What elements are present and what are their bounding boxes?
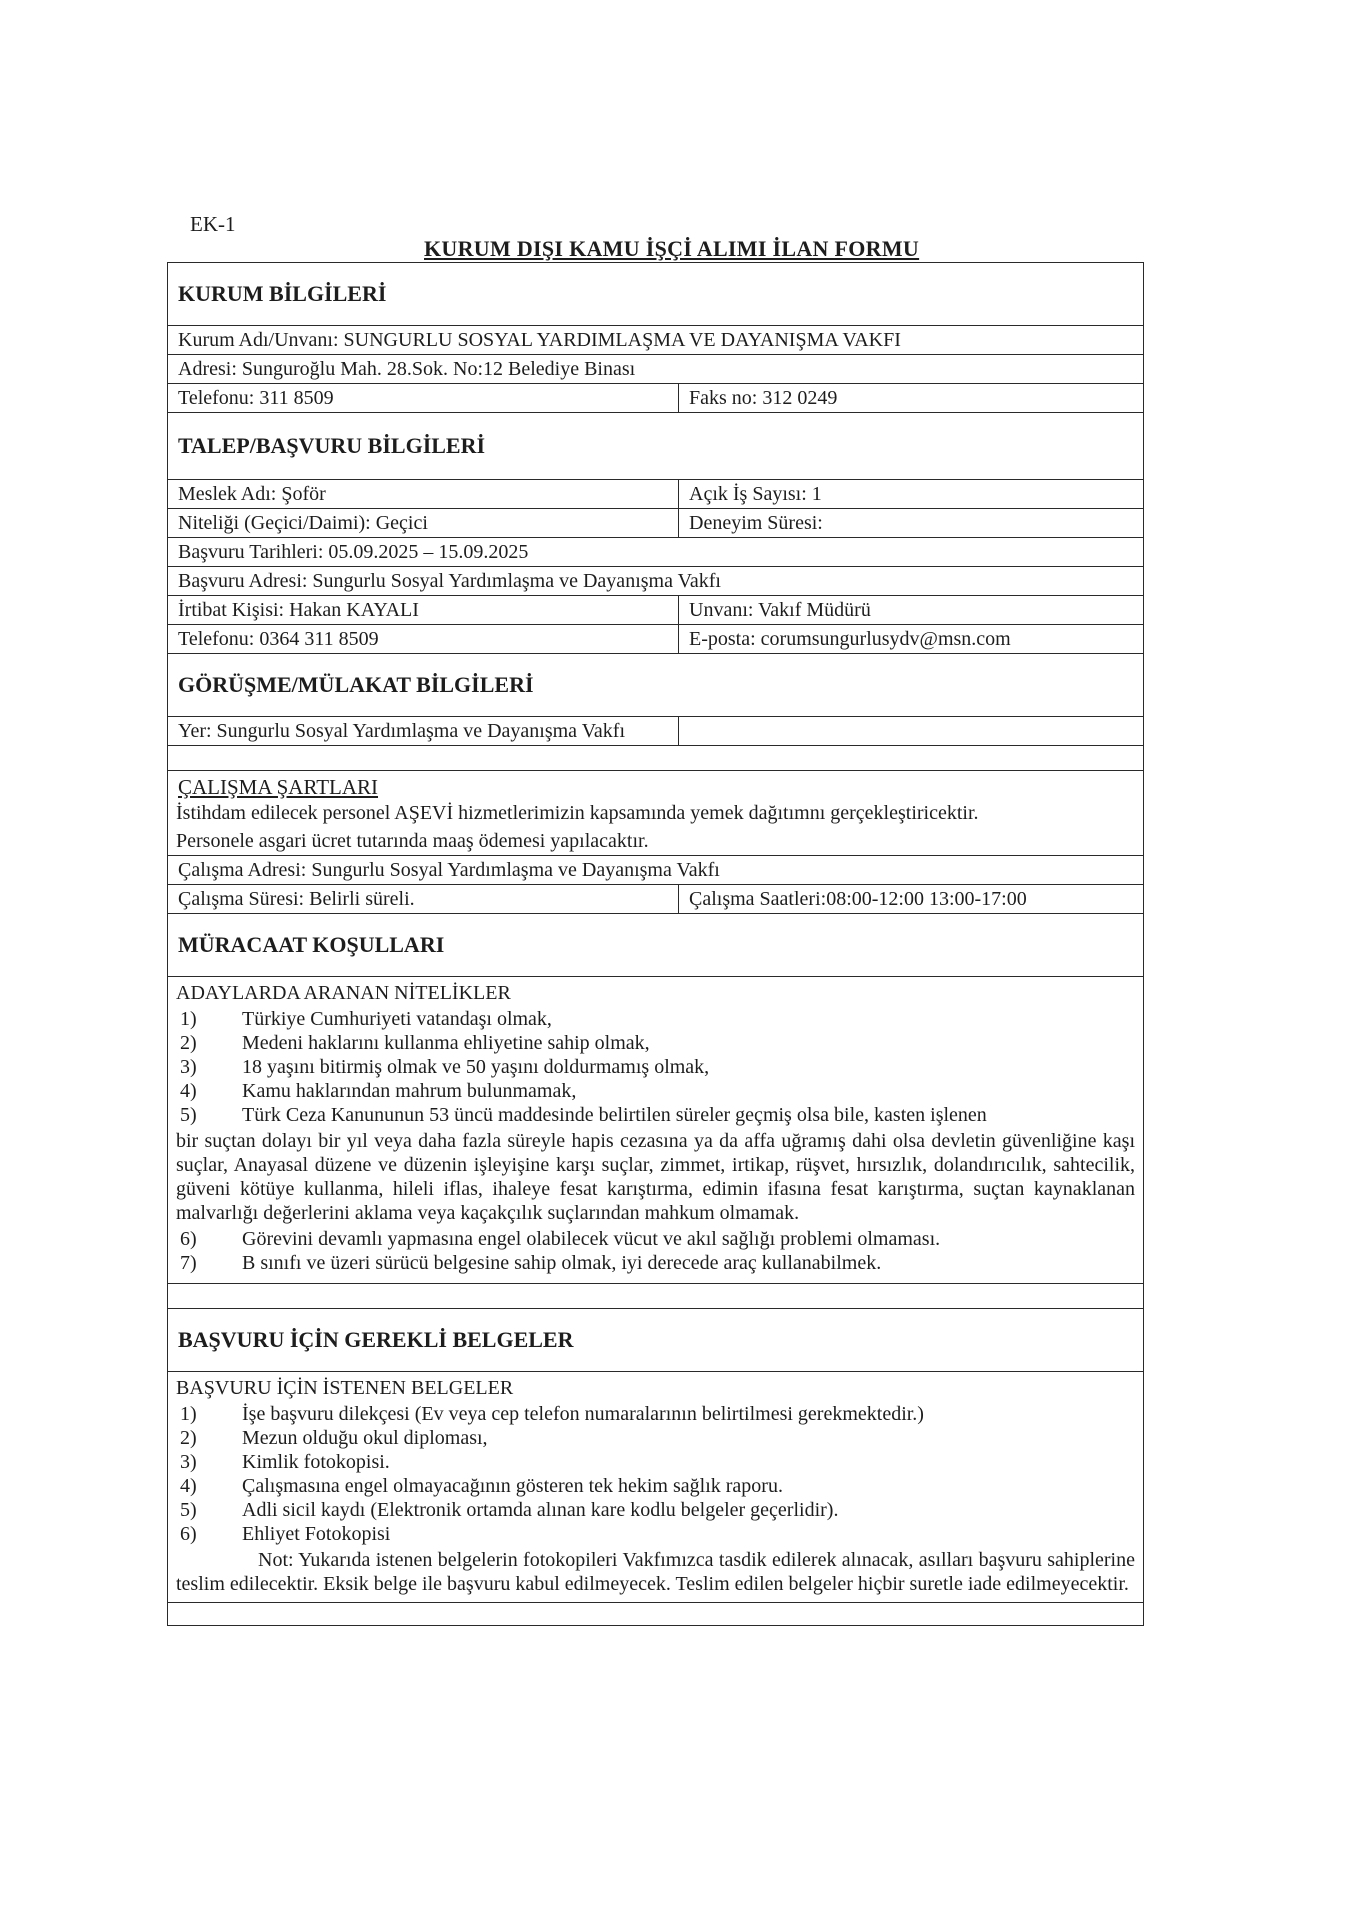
belgeler-item [168,1426,1143,1450]
belgeler-item-number: 6) [180,1523,197,1545]
muracaat-body [168,976,1143,1284]
belgeler-heading: BAŞVURU İÇİN GEREKLİ BELGELER [178,1327,574,1352]
calisma-suresi: Çalışma Süresi: Belirli süreli. [168,885,679,913]
muracaat-item-text: 18 yaşını bitirmiş olmak ve 50 yaşını doldurmamış olmak, [242,1056,710,1078]
talep-row-2 [168,509,1143,538]
deneyim-suresi: Deneyim Süresi: [689,512,823,534]
belgeler-item-text: Ehliyet Fotokopisi [242,1523,391,1545]
basvuru-adresi: Başvuru Adresi: Sungurlu Sosyal Yardımlaşma ve Dayanışma Vakfı [178,570,721,592]
belgeler-item-number: 3) [180,1451,197,1473]
belgeler-item [168,1474,1143,1498]
kurum-heading: KURUM BİLGİLERİ [178,281,387,306]
talep-telefon: Telefonu: 0364 311 8509 [168,625,679,653]
muracaat-item-number: 4) [180,1080,197,1102]
kurum-fax: Faks no: 312 0249 [689,387,838,409]
announcement-form [167,262,1144,1626]
niteligi: Niteliği (Geçici/Daimi): Geçici [168,509,679,537]
calisma-sure-row [168,885,1143,914]
belgeler-item-text: İşe başvuru dilekçesi (Ev veya cep telefon numaralarının belirtilmesi gerekmektedir.) [242,1403,924,1425]
belgeler-item-number: 4) [180,1475,197,1497]
muracaat-spacer [168,1284,1143,1309]
muracaat-item [168,1103,1143,1127]
kurum-address-row [168,355,1143,384]
belgeler-item [168,1498,1143,1522]
belgeler-item-number: 1) [180,1403,197,1425]
meslek-adi: Meslek Adı: Şoför [168,480,679,508]
belgeler-body [168,1371,1143,1603]
talep-heading: TALEP/BAŞVURU BİLGİLERİ [178,433,486,458]
muracaat-item [168,1251,1143,1275]
muracaat-item-text: Türk Ceza Kanununun 53 üncü maddesinde belirtilen süreler geçmiş olsa bile, kasten işlenen [242,1104,987,1126]
muracaat-subheading: ADAYLARDA ARANAN NİTELİKLER [176,982,511,1004]
muracaat-item-number: 5) [180,1104,197,1126]
muracaat-item-number: 7) [180,1252,197,1274]
muracaat-item-text: B sınıfı ve üzeri sürücü belgesine sahip olmak, iyi derecede araç kullanabilmek. [242,1252,882,1274]
irtibat-kisisi: İrtibat Kişisi: Hakan KAYALI [168,596,679,624]
calisma-line-1: İstihdam edilecek personel AŞEVİ hizmetlerimizin kapsamında yemek dağıtımnı gerçekleştiricektir. [176,802,979,824]
talep-section [168,413,1143,479]
gorusme-yer-row [168,716,1143,746]
belgeler-item-text: Adli sicil kaydı (Elektronik ortamda alınan kare kodlu belgeler geçerlidir). [242,1499,839,1521]
belgeler-item-number: 2) [180,1427,197,1449]
unvan: Unvanı: Vakıf Müdürü [689,599,871,621]
belgeler-note: Not: Yukarıda istenen belgelerin fotokopileri Vakfımızca tasdik edilerek alınacak, asılları başvuru sahiplerine teslim edilecektir. Eksik belge ile başvuru kabul edilmeyecek. Teslim edilen belgeler hiçbir suretle iade edilmeyecektir. [176,1549,1135,1595]
annex-label: EK-1 [190,212,236,236]
belgeler-spacer [168,1603,1143,1626]
calisma-line-2: Personele asgari ücret tutarında maaş ödemesi yapılacaktır. [176,830,649,852]
calisma-section [168,771,1143,855]
calisma-saatleri: Çalışma Saatleri:08:00-12:00 13:00-17:00 [689,888,1027,910]
talep-row-4 [168,567,1143,596]
muracaat-item [168,1079,1143,1103]
muracaat-item-number: 1) [180,1008,197,1030]
muracaat-heading: MÜRACAAT KOŞULLARI [178,932,445,957]
gorusme-section [168,654,1143,716]
muracaat-item [168,1031,1143,1055]
kurum-phone: Telefonu: 311 8509 [168,384,679,412]
kurum-section [168,263,1143,325]
muracaat-item-text: Kamu haklarından mahrum bulunmamak, [242,1080,577,1102]
talep-row-6 [168,625,1143,654]
muracaat-item-text: Görevini devamlı yapmasına engel olabilecek vücut ve akıl sağlığı problemi olmaması. [242,1228,941,1250]
muracaat-item-number: 2) [180,1032,197,1054]
gorusme-spacer [168,746,1143,771]
muracaat-item-text: Medeni haklarını kullanma ehliyetine sahip olmak, [242,1032,650,1054]
basvuru-tarihleri: Başvuru Tarihleri: 05.09.2025 – 15.09.2025 [178,541,529,563]
acik-is-sayisi: Açık İş Sayısı: 1 [689,483,822,505]
belgeler-item-text: Mezun olduğu okul diploması, [242,1427,488,1449]
calisma-adresi: Çalışma Adresi: Sungurlu Sosyal Yardımlaşma ve Dayanışma Vakfı [178,859,720,881]
kurum-name-row [168,325,1143,355]
muracaat-item [168,1227,1143,1251]
belgeler-item-text: Kimlik fotokopisi. [242,1451,390,1473]
muracaat-item-number: 6) [180,1228,197,1250]
muracaat-item [168,1007,1143,1031]
kurum-contact-row [168,384,1143,413]
gorusme-heading: GÖRÜŞME/MÜLAKAT BİLGİLERİ [178,672,534,697]
talep-eposta: E-posta: corumsungurlusydv@msn.com [689,628,1011,650]
talep-row-5 [168,596,1143,625]
belgeler-section [168,1309,1143,1371]
belgeler-item [168,1522,1143,1546]
form-title: KURUM DIŞI KAMU İŞÇİ ALIMI İLAN FORMU [424,236,920,261]
talep-row-1 [168,479,1143,509]
muracaat-item-text: Türkiye Cumhuriyeti vatandaşı olmak, [242,1008,552,1030]
belgeler-subheading: BAŞVURU İÇİN İSTENEN BELGELER [176,1377,514,1399]
calisma-heading: ÇALIŞMA ŞARTLARI [178,775,379,799]
belgeler-item-text: Çalışmasına engel olmayacağının gösteren tek hekim sağlık raporu. [242,1475,783,1497]
belgeler-item [168,1450,1143,1474]
talep-row-3 [168,538,1143,567]
kurum-address: Adresi: Sunguroğlu Mah. 28.Sok. No:12 Belediye Binası [178,358,636,380]
belgeler-item-number: 5) [180,1499,197,1521]
gorusme-yer: Yer: Sungurlu Sosyal Yardımlaşma ve Dayanışma Vakfı [168,717,679,745]
muracaat-section [168,914,1143,976]
muracaat-item [168,1055,1143,1079]
calisma-adres-row [168,855,1143,885]
kurum-name: Kurum Adı/Unvanı: SUNGURLU SOSYAL YARDIMLAŞMA VE DAYANIŞMA VAKFI [178,329,901,351]
muracaat-item-5-cont: bir suçtan dolayı bir yıl veya daha fazla süreyle hapis cezasına ya da affa uğramış dahi olsa devletin güvenliğine kaşı suçlar, Anayasal düzene ve düzenin işleyişine karşı suçlar, zimmet, irtikap, rüşvet, hırsızlık, dolandırıcılık, sahtecilik, güveni kötüye kullanma, hileli iflas, ihaleye fesat karıştırma, edimin ifasına fesat karıştırma, suçtan kaynaklanan malvarlığı değerlerini aklama veya kaçakçılık suçlarından mahkum olmamak. [176,1130,1135,1224]
belgeler-item [168,1402,1143,1426]
muracaat-item-number: 3) [180,1056,197,1078]
